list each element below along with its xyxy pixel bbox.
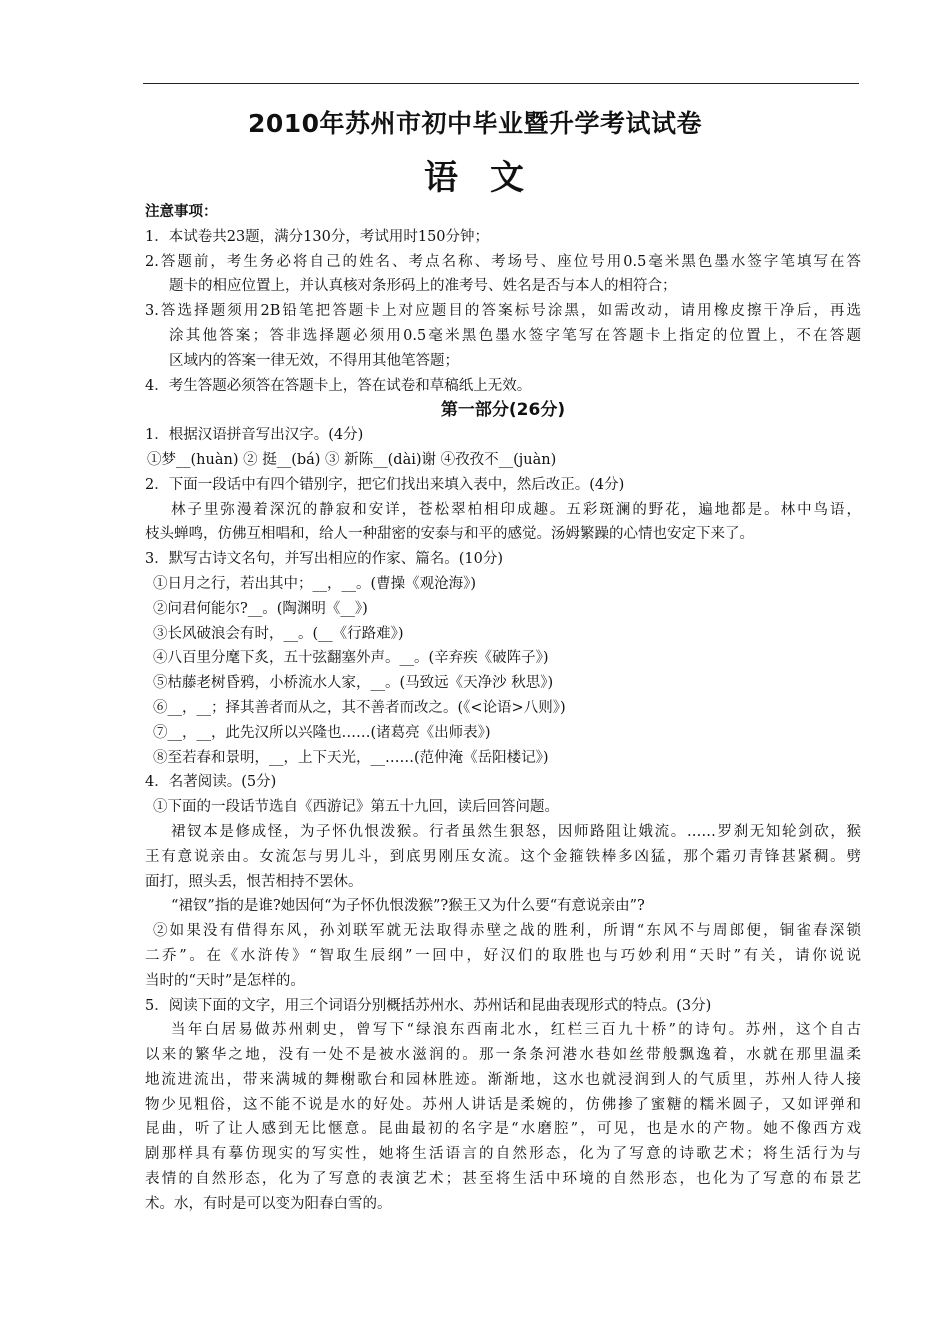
- passage-line: 术。水，有时是可以变为阳春白雪的。: [145, 1195, 392, 1212]
- passage-line: 王有意说亲由。女流怎与男儿斗，到底男刚压女流。这个金箍铁棒多凶猛，那个霜刃青锋甚紧稠。劈: [145, 848, 861, 865]
- question-line: 3．默写古诗文名句，并写出相应的作家、篇名。(10分): [145, 551, 503, 568]
- passage-line: 昆曲，听了让人感到无比惬意。昆曲最初的名字是“水磨腔”，可见，也是水的产物。她不像西方戏: [145, 1121, 861, 1138]
- question-line: 1．根据汉语拼音写出汉字。(4分): [145, 427, 364, 444]
- question-line: “裙钗”指的是谁?她因何“为子怀仇恨泼猴”?猴王又为什么要“有意说亲由”?: [171, 898, 645, 915]
- question-line: ⑥__，__；择其善者而从之，其不善者而改之。(《<论语>八则》): [153, 699, 566, 716]
- passage-line: 当年白居易做苏州刺史，曾写下“绿浪东西南北水，红栏三百九十桥”的诗句。苏州，这个自古: [171, 1022, 861, 1039]
- passage-line: 以来的繁华之地，没有一处不是被水滋润的。那一条条河港水巷如丝带般飘逸着，水就在那里温柔: [145, 1047, 861, 1064]
- top-rule: [143, 83, 859, 84]
- question-line: ①日月之行，若出其中；__，__。(曹操《观沧海》): [153, 575, 477, 592]
- passage-line: 枝头蝉鸣，仿佛互相唱和，给人一种甜密的安泰与和平的感觉。汤姆繁躁的心情也安定下来了。: [145, 526, 754, 543]
- passage-line: 林子里弥漫着深沉的静寂和安详，苍松翠柏相印成趣。五彩斑澜的野花，遍地都是。林中鸟语，: [171, 501, 861, 518]
- question-line: ⑤枯藤老树昏鸦，小桥流水人家，__。(马致远《天净沙 秋思》): [153, 675, 554, 692]
- notes-line: 4．考生答题必须答在答题卡上，答在试卷和草稿纸上无效。: [145, 377, 532, 394]
- question-line: ④八百里分麾下炙，五十弦翻塞外声。__。(辛弃疾《破阵子》): [153, 650, 549, 667]
- question-line: ②如果没有借得东风，孙刘联军就无法取得赤壁之战的胜利，所谓“东风不与周郎便，铜雀春深锁: [153, 923, 861, 940]
- subject-char: 文: [490, 158, 526, 198]
- question-line: ①下面的一段话节选自《西游记》第五十九回，读后回答问题。: [153, 799, 559, 816]
- question-line: ⑧至若春和景明，__，上下天光，__……(范仲淹《岳阳楼记》): [153, 749, 549, 766]
- notes-heading: 注意事项：: [145, 203, 218, 220]
- passage-line: 物少见粗俗，这不能不说是水的好处。苏州人讲话是柔婉的，仿佛掺了蜜糖的糯米圆子，又如评弹和: [145, 1096, 861, 1113]
- question-line: 二乔”。在《水浒传》“智取生辰纲”一回中，好汉们的取胜也与巧妙利用“天时”有关，请你说说: [145, 947, 861, 964]
- passage-line: 面打，照头丢，恨苦相持不罢休。: [145, 873, 363, 890]
- question-line: 4．名著阅读。(5分): [145, 774, 277, 791]
- subject-title: [0, 150, 950, 199]
- question-line: ⑦__，__，此先汉所以兴隆也……(诸葛亮《出师表》): [153, 724, 491, 741]
- notes-line: 1．本试卷共23题，满分130分，考试用时150分钟；: [145, 228, 490, 245]
- question-line: 2．下面一段话中有四个错别字，把它们找出来填入表中，然后改正。(4分): [145, 476, 625, 493]
- notes-line: 2.答题前，考生务必将自己的姓名、考点名称、考场号、座位号用0.5毫米黑色墨水签字笔填写在答: [145, 253, 861, 270]
- notes-line: 涂其他答案；答非选择题必须用0.5毫米黑色墨水签字笔写在答题卡上指定的位置上，不在答题: [169, 327, 861, 344]
- question-line: 当时的“天时”是怎样的。: [145, 972, 305, 989]
- question-line: ①梦__(huàn) ② 挺__(bá) ③ 新陈__(dài)谢 ④孜孜不__(juàn): [147, 451, 557, 468]
- question-line: 5．阅读下面的文字，用三个词语分别概括苏州水、苏州话和昆曲表现形式的特点。(3分): [145, 997, 712, 1014]
- notes-line: 区域内的答案一律无效，不得用其他笔答题；: [169, 352, 459, 369]
- notes-line: 3.答选择题须用2B铅笔把答题卡上对应题目的答案标号涂黑，如需改动，请用橡皮擦干净后，再选: [145, 303, 861, 320]
- question-line: ②问君何能尔?__。(陶渊明《__》): [153, 600, 368, 617]
- passage-line: 剧那样具有摹仿现实的写实性，她将生活语言的自然形态，化为了写意的诗歌艺术；将生活行为与: [145, 1146, 861, 1163]
- passage-line: 裙钗本是修成怪，为子怀仇恨泼猴。行者虽然生狠怒，因师路阻让娥流。……罗刹无知轮剑砍，猴: [171, 823, 861, 840]
- passage-line: 表情的自然形态，化为了写意的表演艺术；甚至将生活中环境的自然形态，也化为了写意的布景艺: [145, 1171, 861, 1188]
- section-heading: 第一部分(26分): [440, 400, 566, 421]
- passage-line: 地流进流出，带来满城的舞榭歌台和园林胜迹。渐渐地，这水也就浸润到人的气质里，苏州人待人接: [145, 1071, 861, 1088]
- exam-title: 2010年苏州市初中毕业暨升学考试试卷: [247, 109, 703, 138]
- subject-char: 语: [424, 158, 460, 198]
- exam-content: [145, 200, 861, 1217]
- question-line: ③长风破浪会有时，__。(__《行路难》): [153, 625, 404, 642]
- notes-line: 题卡的相应位置上，并认真核对条形码上的准考号、姓名是否与本人的相符合；: [169, 278, 677, 295]
